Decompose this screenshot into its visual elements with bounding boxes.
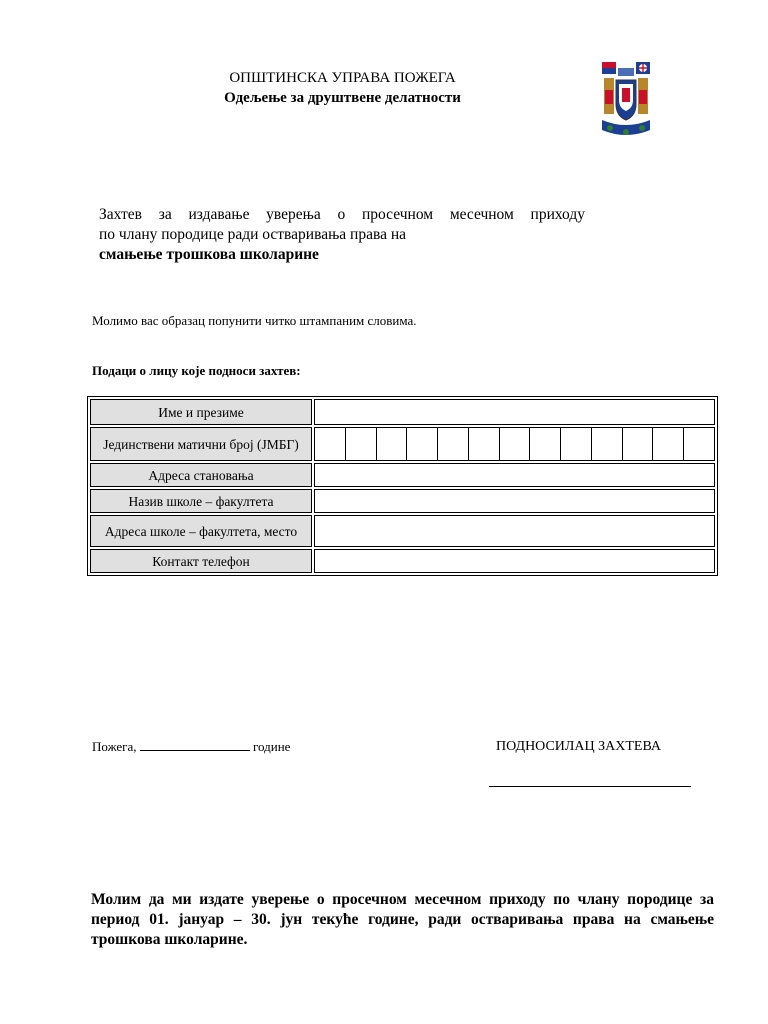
address-field[interactable] — [314, 463, 715, 487]
signature-line[interactable] — [489, 786, 691, 787]
title-line-2: по члану породице ради остваривања права на — [99, 226, 407, 243]
label-address: Адреса становања — [90, 463, 312, 487]
table-row — [90, 515, 715, 547]
applicant-label: ПОДНОСИЛАЦ ЗАХТЕВА — [496, 739, 662, 754]
jmbg-digit-box[interactable] — [623, 428, 654, 460]
fill-instructions: Молимо вас образац попунити читко штампаним словима. — [92, 313, 417, 328]
school-name-field[interactable] — [314, 489, 715, 513]
jmbg-digit-box[interactable] — [592, 428, 623, 460]
jmbg-digit-box[interactable] — [315, 428, 346, 460]
department-name: Одељење за друштвене делатности — [224, 90, 461, 106]
jmbg-digit-box[interactable] — [346, 428, 377, 460]
phone-field[interactable] — [314, 549, 715, 573]
jmbg-digit-box[interactable] — [684, 428, 714, 460]
table-row — [90, 549, 715, 573]
coat-of-arms-icon — [598, 58, 654, 140]
jmbg-digit-box[interactable] — [438, 428, 469, 460]
request-title — [99, 205, 585, 265]
label-phone: Контакт телефон — [90, 549, 312, 573]
label-full-name: Име и презиме — [90, 399, 312, 425]
request-text: Молим да ми издате уверење о просечном месечном приходу по члану породице за период 01. јануар – 30. јун текуће године, ради остваривања права на смањење трошкова школарине. — [91, 891, 714, 948]
jmbg-digit-box[interactable] — [407, 428, 438, 460]
jmbg-digit-box[interactable] — [530, 428, 561, 460]
place-date-line — [92, 739, 290, 755]
jmbg-digit-box[interactable] — [561, 428, 592, 460]
label-school-address: Адреса школе – факултета, место — [90, 515, 312, 547]
school-address-field[interactable] — [314, 515, 715, 547]
title-line-3: смањење трошкова школарине — [99, 246, 319, 263]
date-blank[interactable] — [140, 739, 250, 751]
label-jmbg: Јединствени матични број (ЈМБГ) — [90, 427, 312, 461]
title-line-1: Захтев за издавање уверења о просечном месечном приходу — [99, 206, 585, 223]
jmbg-digit-box[interactable] — [469, 428, 500, 460]
applicant-data-table — [87, 396, 718, 576]
year-label: године — [253, 739, 291, 754]
jmbg-digit-boxes — [315, 428, 714, 460]
place-label: Пожега, — [92, 739, 137, 754]
table-row — [90, 427, 715, 461]
label-school-name: Назив школе – факултета — [90, 489, 312, 513]
jmbg-field[interactable] — [314, 427, 715, 461]
jmbg-digit-box[interactable] — [653, 428, 684, 460]
table-row — [90, 399, 715, 425]
jmbg-digit-box[interactable] — [500, 428, 531, 460]
table-row — [90, 489, 715, 513]
table-row — [90, 463, 715, 487]
institution-name: ОПШТИНСКА УПРАВА ПОЖЕГА — [229, 70, 456, 86]
jmbg-digit-box[interactable] — [377, 428, 408, 460]
section-title: Подаци о лицу које подноси захтев: — [92, 363, 301, 378]
full-name-field[interactable] — [314, 399, 715, 425]
